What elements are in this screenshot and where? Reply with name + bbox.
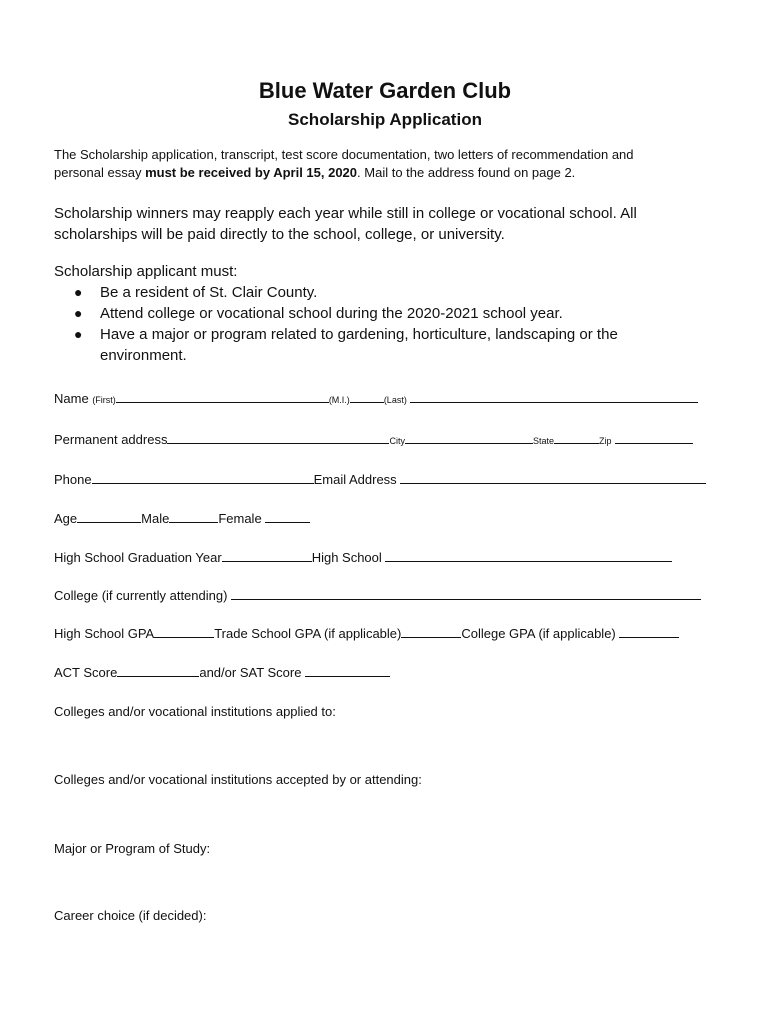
- age-label: Age: [54, 511, 78, 526]
- winners-line-2: scholarships will be paid directly to the school, college, or university.: [54, 226, 505, 243]
- list-item: [54, 282, 618, 303]
- list-item: [54, 303, 618, 324]
- female-field[interactable]: [265, 510, 310, 523]
- act-field[interactable]: [117, 664, 199, 677]
- state-label: State: [532, 436, 554, 446]
- email-label: Email Address: [313, 472, 397, 487]
- hs-graduation-year-field[interactable]: [222, 549, 312, 562]
- requirements-heading: Scholarship applicant must:: [54, 263, 238, 280]
- last-name-label: (Last): [383, 395, 407, 405]
- first-name-field[interactable]: [116, 390, 329, 403]
- career-label: Career choice (if decided):: [54, 908, 207, 923]
- male-label: Male: [141, 511, 170, 526]
- hs-gpa-field[interactable]: [154, 625, 214, 638]
- first-name-label: (First): [92, 395, 116, 405]
- male-field[interactable]: [169, 510, 218, 523]
- age-gender-row: [54, 510, 310, 526]
- city-label: City: [389, 436, 405, 446]
- name-label: Name: [54, 391, 89, 406]
- requirement-text: Attend college or vocational school during the 2020-2021 school year.: [100, 305, 563, 322]
- city-field[interactable]: [405, 431, 533, 444]
- colleges-accepted-label: Colleges and/or vocational institutions accepted by or attending:: [54, 772, 422, 787]
- bullet-icon: ●: [74, 305, 83, 321]
- high-school-row: [54, 549, 672, 565]
- requirement-text: environment.: [100, 347, 187, 364]
- high-school-field[interactable]: [385, 549, 672, 562]
- page-subtitle: Scholarship Application: [288, 110, 482, 129]
- age-field[interactable]: [77, 510, 141, 523]
- last-name-field[interactable]: [410, 390, 698, 403]
- winners-line-1: Scholarship winners may reapply each year while still in college or vocational school. All: [54, 205, 637, 222]
- winners-paragraph: [54, 203, 637, 245]
- address-row: [54, 431, 693, 447]
- sat-label: and/or SAT Score: [199, 665, 302, 680]
- test-score-row: [54, 664, 390, 680]
- intro-line-2-suffix: . Mail to the address found on page 2.: [357, 165, 576, 180]
- requirements-list: [54, 282, 618, 366]
- requirement-text: Be a resident of St. Clair County.: [100, 284, 318, 301]
- middle-initial-field[interactable]: [350, 390, 384, 403]
- sat-field[interactable]: [305, 664, 390, 677]
- college-label: College (if currently attending): [54, 588, 228, 603]
- zip-label: Zip: [598, 436, 612, 446]
- college-row: [54, 587, 701, 603]
- bullet-icon: ●: [74, 326, 83, 342]
- trade-gpa-field[interactable]: [401, 625, 461, 638]
- intro-paragraph: [54, 146, 634, 182]
- college-gpa-label: College GPA (if applicable): [461, 626, 616, 641]
- state-field[interactable]: [554, 431, 599, 444]
- address-field[interactable]: [167, 431, 389, 444]
- college-gpa-field[interactable]: [619, 625, 679, 638]
- deadline-text: must be received by April 15, 2020: [145, 165, 358, 180]
- name-row: [54, 390, 698, 406]
- phone-label: Phone: [54, 472, 92, 487]
- female-label: Female: [218, 511, 262, 526]
- address-label: Permanent address: [54, 432, 168, 447]
- email-field[interactable]: [400, 471, 706, 484]
- phone-field[interactable]: [92, 471, 314, 484]
- list-item: [54, 324, 618, 345]
- high-school-label: High School: [311, 550, 382, 565]
- zip-field[interactable]: [615, 431, 693, 444]
- trade-gpa-label: Trade School GPA (if applicable): [214, 626, 402, 641]
- requirement-text: Have a major or program related to gardening, horticulture, landscaping or the: [100, 326, 618, 343]
- list-item-continuation: [54, 345, 618, 366]
- intro-line-1: The Scholarship application, transcript, test score documentation, two letters of recommendation and: [54, 147, 634, 162]
- intro-line-2-prefix: personal essay: [54, 165, 146, 180]
- colleges-applied-label: Colleges and/or vocational institutions applied to:: [54, 704, 336, 719]
- gpa-row: [54, 625, 679, 641]
- college-field[interactable]: [231, 587, 701, 600]
- intro-line-2: [54, 164, 634, 182]
- act-label: ACT Score: [54, 665, 118, 680]
- major-label: Major or Program of Study:: [54, 841, 211, 856]
- bullet-icon: ●: [74, 284, 83, 300]
- middle-initial-label: (M.I.): [328, 395, 350, 405]
- phone-row: [54, 471, 706, 487]
- hs-gpa-label: High School GPA: [54, 626, 155, 641]
- hs-graduation-year-label: High School Graduation Year: [54, 550, 222, 565]
- page-title: Blue Water Garden Club: [258, 78, 512, 103]
